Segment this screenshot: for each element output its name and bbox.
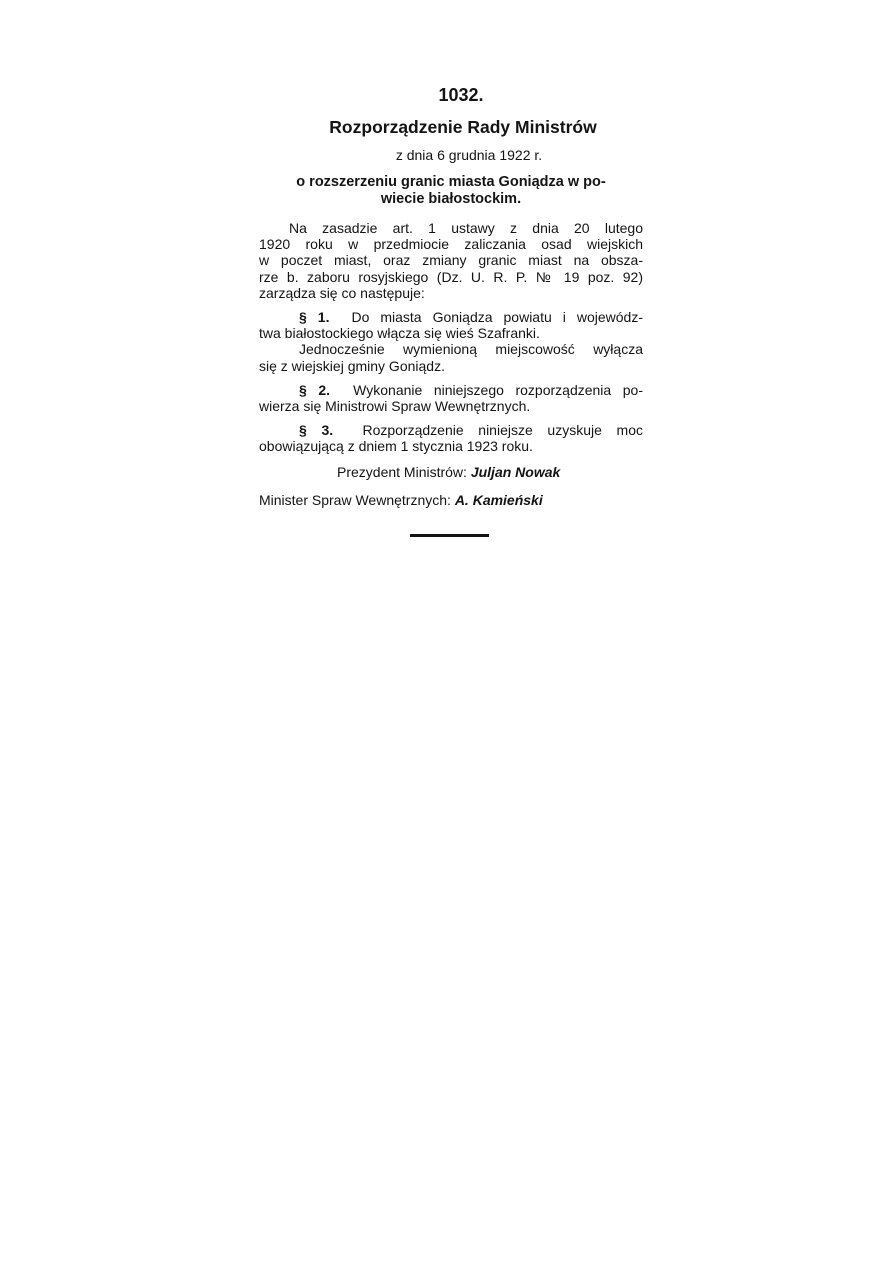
section-line: Rozporządzenie niniejsze uzyskuje moc <box>362 422 643 439</box>
document-subject <box>259 174 643 208</box>
signature-name: Juljan Nowak <box>470 463 561 480</box>
section-3-label: § 3. <box>299 422 334 439</box>
preamble-line: zarządza się co następuje: <box>259 284 425 301</box>
section-line: wierza się Ministrowi Spraw Wewnętrznych. <box>259 398 531 415</box>
signature-role: Prezydent Ministrów: <box>337 463 467 480</box>
signature-role: Minister Spraw Wewnętrznych: <box>259 491 451 508</box>
signature-interior-minister <box>259 491 643 509</box>
preamble-line: 1920 roku w przedmiocie zaliczania osad wiejskich <box>259 236 643 253</box>
section-line: Do miasta Goniądza powiatu i wojewódz- <box>351 309 644 326</box>
section-line: Wykonanie niniejszego rozporządzenia po- <box>353 381 644 398</box>
section-line: się z wiejskiej gminy Goniądz. <box>259 357 445 374</box>
preamble <box>259 220 643 301</box>
preamble-line: w poczet miast, oraz zmiany granic miast na obsza- <box>259 252 643 269</box>
preamble-line: rze b. zaboru rosyjskiego (Dz. U. R. P. № 19 poz. 92) <box>259 268 643 285</box>
section-1-label: § 1. <box>299 309 330 326</box>
closing-rule <box>410 534 489 537</box>
document-column <box>259 84 643 509</box>
section-line: twa białostockiego włącza się wieś Szafranki. <box>259 325 540 342</box>
section-2-label: § 2. <box>299 381 331 398</box>
section-line: Jednocześnie wymienioną miejscowość wyłącza <box>299 341 643 358</box>
signature-name: A. Kamieński <box>454 491 543 508</box>
section-3 <box>259 422 643 454</box>
section-1-first-line <box>259 309 643 325</box>
act-number: 1032. <box>438 85 484 105</box>
subject-line: o rozszerzeniu granic miasta Goniądza w po- <box>296 174 606 190</box>
signature-prime-minister <box>259 463 643 481</box>
section-2-first-line <box>259 382 643 398</box>
document-date: z dnia 6 grudnia 1922 r. <box>395 147 543 163</box>
section-1 <box>259 309 643 374</box>
preamble-line: Na zasadzie art. 1 ustawy z dnia 20 lutego <box>289 220 643 236</box>
section-line: obowiązującą z dniem 1 stycznia 1923 roku. <box>259 438 533 455</box>
document-title: Rozporządzenie Rady Ministrów <box>329 117 597 137</box>
section-3-first-line <box>259 422 643 438</box>
section-2 <box>259 382 643 414</box>
subject-line: wiecie białostockim. <box>380 191 522 207</box>
